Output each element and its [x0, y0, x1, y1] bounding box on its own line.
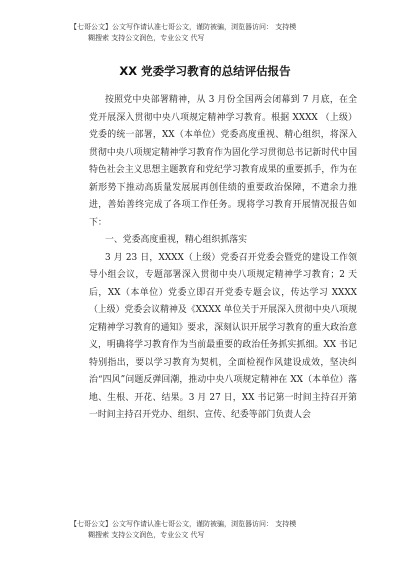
footer-note-line2: 糊搜索 支持公文润色，专业公文 代写	[88, 531, 205, 539]
document-title: XX 党委学习教育的总结评估报告	[119, 64, 291, 78]
section-heading-1: 一、党委高度重视，精心组织抓落实	[105, 235, 248, 245]
header-note-line1: 【七哥公文】公文写作请认准七哥公文，谨防被骗，浏览器访问： 支持模	[70, 23, 297, 31]
header-watermark-note	[70, 22, 360, 44]
section-1-paragraph: 3 月 23 日，XXXX（上级）党委召开党委会暨党的建设工作领导小组会议，专题部署深入贯彻中央八项规定精神学习教育；2 天后，XX（本单位）党委立即召开党委专题会议，传达学习 XXXX（上级）党委会议精神及《XXXX 单位关于开展深入贯彻中央八项规定精神学习教育的通知》要求，深刻认识开展学习教育的重大政治意义，明确将学习教育作为当前最重要的政治任务抓实抓细。XX 书记特别指出，要以学习教育为契机，全面检视作风建设成效，坚决纠治“四风”问题反弹回潮，推动中央八项规定精神在 XX（本单位）落地、生根、开花、结果。3 月 27 日，XX 书记第一时间主持召开第一时间主持召开党办、组织、宣传、纪委等部门负责人会	[89, 252, 357, 420]
footer-note-line1: 【七哥公文】公文写作请认准七哥公文，谨防被骗，浏览器访问： 支持模	[70, 520, 297, 528]
intro-paragraph: 按照党中央部署精神，从 3 月份全国两会闭幕到 7 月底，在全党开展深入贯彻中央八项规定精神学习教育。根据 XXXX （上级）党委的统一部署，XX（本单位）党委高度重视、精心组织，将深入贯彻中央八项规定精神学习教育作为固化学习贯彻总书记新时代中国特色社会主义思想主题教育和党纪学习教育成果的重要抓手，作为在新形势下推动高质量发展展再创佳绩的重要政治保障，不遣余力推进，善始善终完成了各项工作任务。现将学习教育开展情况报告如下：	[89, 95, 357, 228]
header-note-line2: 糊搜索 支持公文润色，专业公文 代写	[88, 34, 205, 42]
document-body	[89, 92, 357, 425]
footer-watermark-note	[70, 519, 360, 541]
